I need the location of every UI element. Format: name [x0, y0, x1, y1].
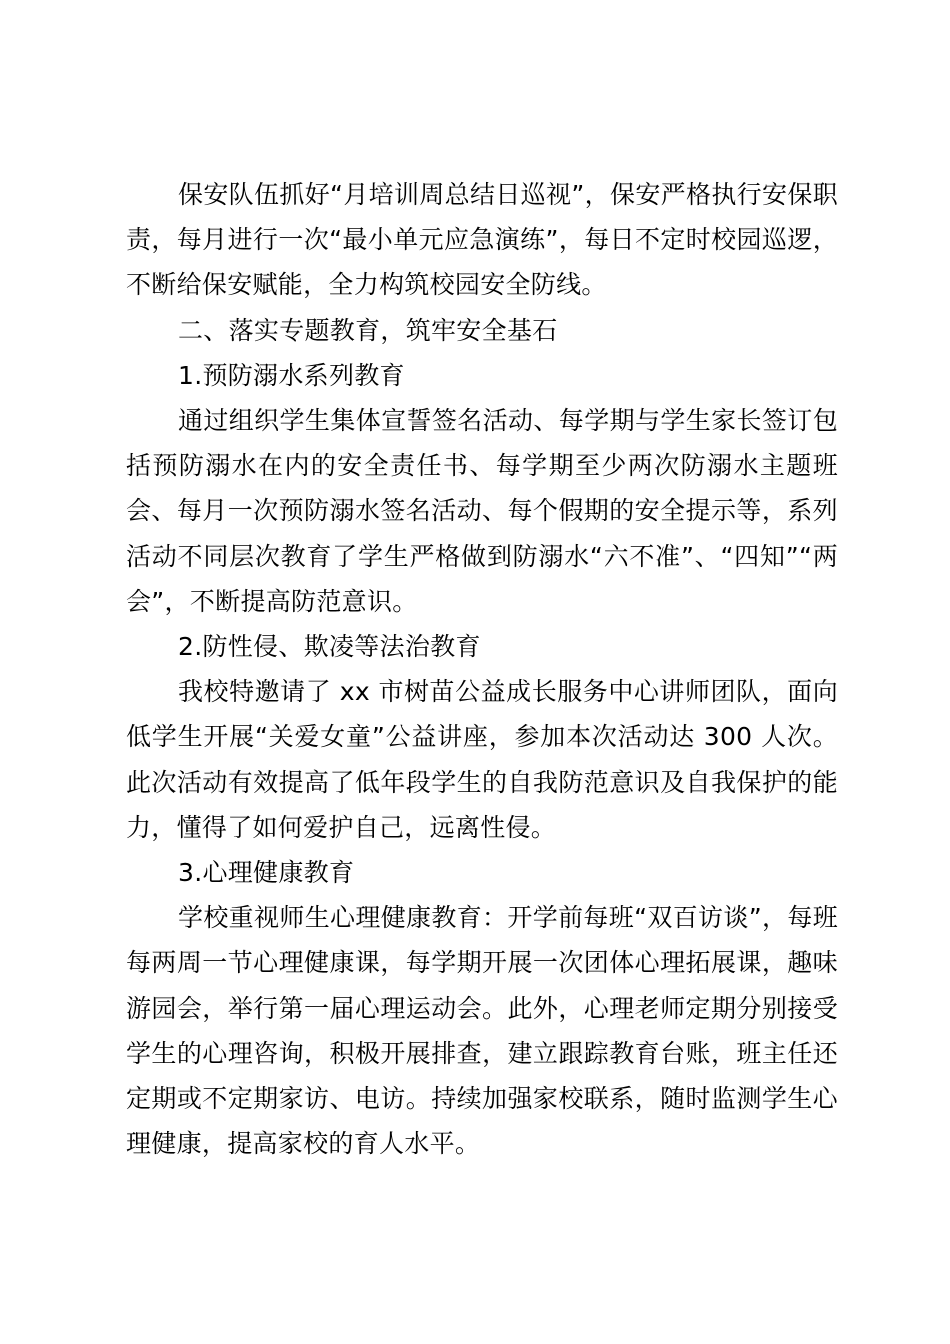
text-line: 系列活动不同层次教育了学生严格做到防溺水“六不准”、 — [126, 496, 838, 571]
text-line: 监测学生心理健康，提高家校的育人水平。 — [126, 1084, 838, 1159]
paragraph-legal-education — [126, 669, 838, 850]
paragraph-drowning-prevention — [126, 398, 838, 624]
text-line: 园巡逻，不断给保安赋能，全力构筑校园安全防线。 — [126, 225, 839, 300]
text-line: 每班每两周一节心理健康课，每学期开展一次团体心理拓展课， — [126, 903, 838, 978]
document-body — [126, 172, 838, 1166]
subsection-heading-drowning: 1.预防溺水系列教育 — [178, 360, 405, 390]
subsection-heading-legal-education: 2.防性侵、欺凌等法治教育 — [178, 632, 481, 662]
subsection-heading-mental-health: 3.心理健康教育 — [178, 858, 355, 888]
text-line: 能力，懂得了如何爱护自己，远离性侵。 — [126, 767, 838, 842]
paragraph-mental-health — [126, 895, 838, 1166]
text-line: 包括预防溺水在内的安全责任书、每学期至少两次防溺水主题 — [126, 406, 838, 481]
text-line: 此次活动有效提高了低年段学生的自我防范意识及自我保护的 — [126, 767, 813, 797]
text-line: 保安队伍抓好“月培训周总结日巡视”，保安严格执行安 — [178, 180, 788, 209]
text-line: 我校特邀请了 xx 市树苗公益成长服务中心讲师团队，面向 — [178, 677, 838, 707]
text-line: 班会、每月一次预防溺水签名活动、每个假期的安全提示等， — [126, 451, 838, 526]
section-heading: 二、落实专题教育，筑牢安全基石 — [178, 315, 558, 345]
text-line: “四知”“两会”，不断提高防范意识。 — [126, 541, 838, 616]
text-line: 趣味游园会，举行第一届心理运动会。此外，心理老师定期分 — [126, 948, 838, 1023]
text-line: 学校重视师生心理健康教育：开学前每班“双百访谈”， — [178, 903, 788, 933]
text-line: 低学生开展“关爱女童”公益讲座，参加本次活动达 300 人次。 — [126, 722, 838, 752]
text-line: 通过组织学生集体宣誓签名活动、每学期与学生家长签订 — [178, 406, 813, 436]
paragraph-security-team — [126, 172, 838, 308]
text-line: 保职责，每月进行一次“最小单元应急演练”，每日不定时校 — [126, 180, 838, 255]
text-line: 别接受学生的心理咨询，积极开展排查，建立跟踪教育台账， — [126, 993, 838, 1068]
text-line: 班主任还定期或不定期家访、电访。持续加强家校联系，随时 — [126, 1038, 839, 1114]
